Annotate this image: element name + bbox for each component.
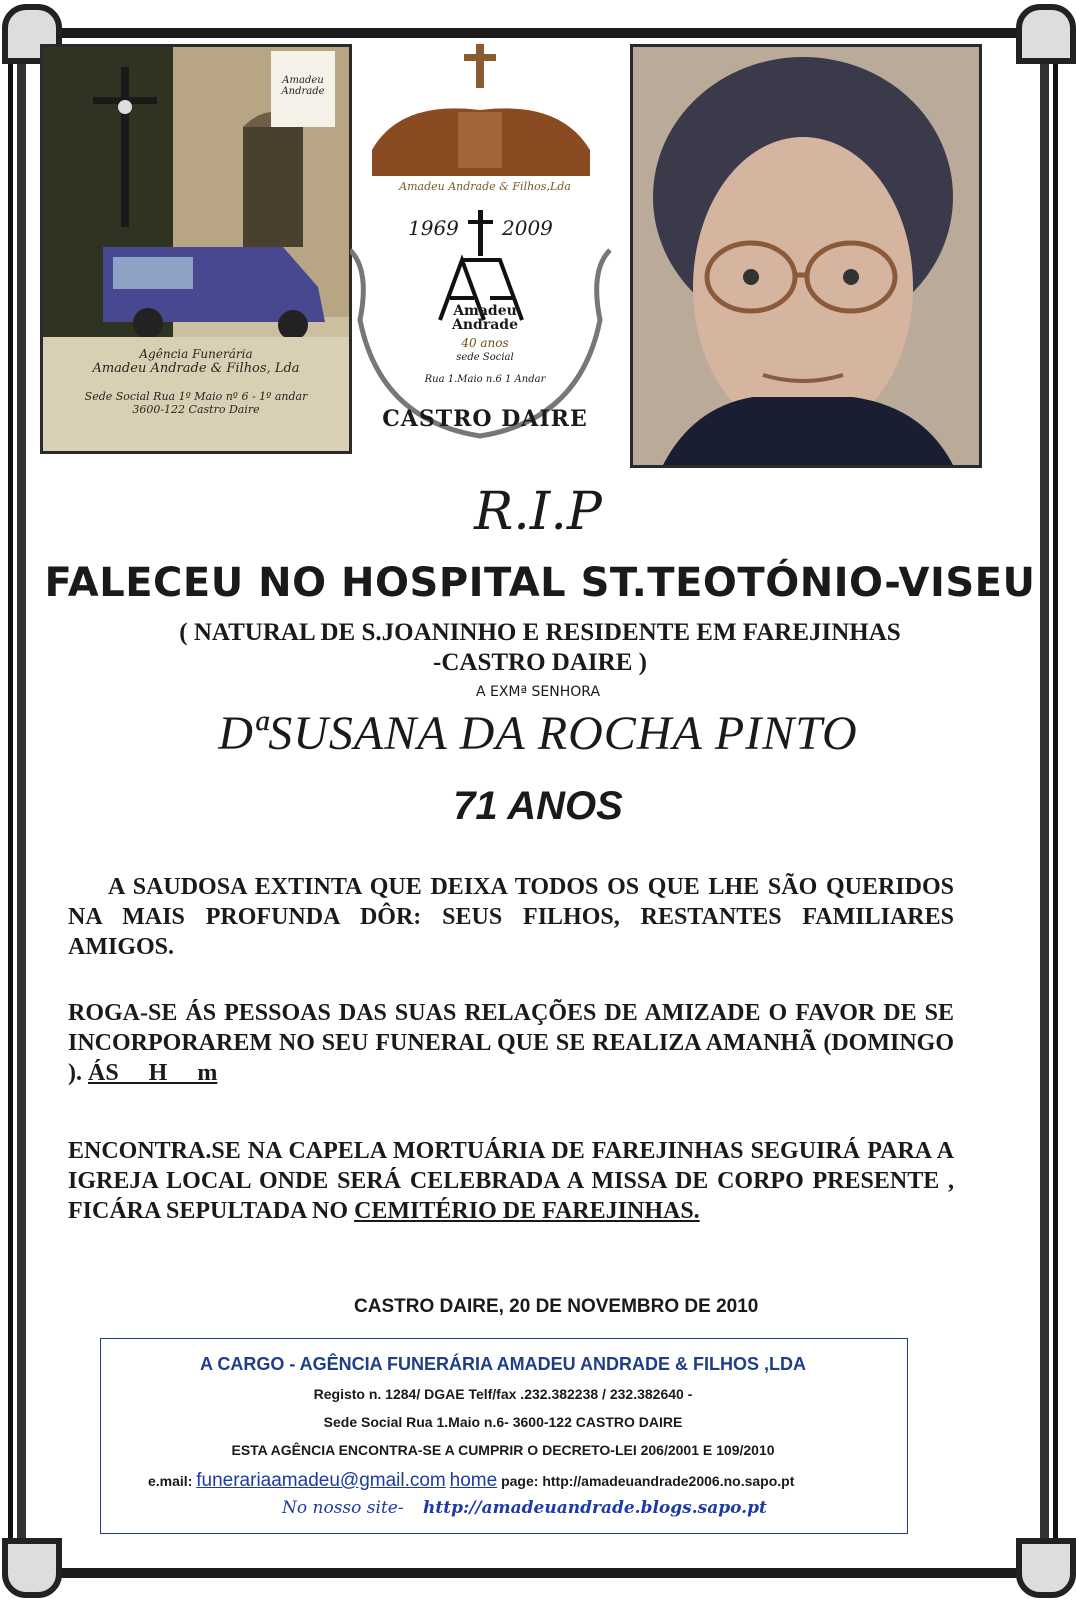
honorific-label: A EXMª SENHORA — [475, 684, 601, 700]
frame-top-border — [20, 28, 1050, 38]
death-place-heading: FALECEU NO HOSPITAL ST.TEOTÓNIO-VISEU — [44, 560, 1036, 606]
notice-date: CASTRO DAIRE, 20 DE NOVEMBRO DE 2010 — [354, 1296, 759, 1317]
paragraph-funeral — [68, 998, 954, 1088]
small-logo-line2: Andrade — [281, 86, 325, 97]
agency-site-line — [282, 1498, 767, 1518]
agency-sede: Sede Social Rua 1.Maio n.6- 3600-122 CASTRO DAIRE — [323, 1414, 683, 1430]
paragraph-family: A SAUDOSA EXTINTA QUE DEIXA TODOS OS QUE LHE SÃO QUERIDOS NA MAIS PROFUNDA DÔR: SEUS FILHOS, RESTANTES FAMILIARES AMIGOS. — [68, 874, 954, 960]
agency-registo: Registo n. 1284/ DGAE Telf/fax .232.382238 / 232.382640 - — [313, 1386, 693, 1402]
hearse-caption-line3: Sede Social Rua 1º Maio nº 6 - 1º andar — [84, 390, 308, 403]
origin-residence-note — [60, 618, 1020, 678]
logo-year-end: 2009 — [502, 216, 553, 240]
home-link[interactable]: home — [449, 1470, 498, 1491]
chapel-text: ENCONTRA.SE NA CAPELA MORTUÁRIA DE FAREJINHAS SEGUIRÁ PARA A IGREJA LOCAL ONDE SERÁ CELEBRADA A MISSA DE CORPO PRESENTE , FICÁRA SEPULTADA NO — [68, 1138, 954, 1224]
hearse-caption-line1: Agência Funerária — [139, 347, 253, 361]
logo-sede: sede Social — [456, 352, 514, 363]
logo-year-start: 1969 — [408, 216, 459, 240]
hearse-caption-line2: Amadeu Andrade & Filhos, Lda — [92, 361, 300, 376]
corner-ornament-top-right — [1016, 4, 1076, 64]
site-label: No nosso site- — [282, 1498, 404, 1518]
agency-title: A CARGO - AGÊNCIA FUNERÁRIA AMADEU ANDRADE & FILHOS ,LDA — [200, 1354, 806, 1374]
hearse-photo — [40, 44, 352, 454]
agency-contacts — [148, 1470, 794, 1492]
frame-bottom-border — [20, 1568, 1050, 1578]
rip-heading: R.I.P — [474, 482, 602, 542]
homepage-url[interactable]: http://amadeuandrade2006.no.sapo.pt — [542, 1473, 795, 1489]
funeral-time-blank: ÁS H m — [88, 1060, 218, 1086]
email-label: e.mail: — [148, 1473, 193, 1489]
hearse-caption-line4: 3600-122 Castro Daire — [132, 403, 260, 416]
logo-anniversary: 40 anos — [461, 336, 509, 350]
logo-company-arc: Amadeu Andrade & Filhos,Lda — [399, 180, 571, 193]
deceased-name: DªSUSANA DA ROCHA PINTO — [218, 707, 858, 760]
logo-city: CASTRO DAIRE — [382, 406, 588, 432]
paragraph-chapel — [68, 1136, 954, 1226]
corner-ornament-bottom-left — [2, 1538, 62, 1598]
corner-ornament-bottom-right — [1016, 1538, 1076, 1598]
origin-line2: -CASTRO DAIRE ) — [433, 649, 647, 676]
small-logo-line1: Amadeu — [282, 75, 324, 86]
funeral-text: ROGA-SE ÁS PESSOAS DAS SUAS RELAÇÕES DE AMIZADE O FAVOR DE SE INCORPORAREM NO SEU FUNERAL QUE SE REALIZA AMANHÃ (DOMINGO ). — [68, 1000, 954, 1086]
site-link[interactable]: http://amadeuandrade.blogs.sapo.pt — [423, 1498, 767, 1518]
logo-emblem-illustration — [350, 40, 620, 460]
deceased-age: 71 ANOS — [453, 784, 623, 828]
funeral-agency-logo — [350, 40, 620, 460]
logo-brand-line2: Andrade — [452, 317, 518, 333]
agency-decreto: ESTA AGÊNCIA ENCONTRA-SE A CUMPRIR O DECRETO-LEI 206/2001 E 109/2010 — [231, 1442, 775, 1458]
page-label: page: — [501, 1473, 539, 1489]
logo-brand-line1: Amadeu — [453, 303, 517, 319]
cemetery-name: CEMITÉRIO DE FAREJINHAS. — [354, 1198, 700, 1224]
logo-address: Rua 1.Maio n.6 1 Andar — [424, 374, 546, 385]
email-link[interactable]: funerariaamadeu@gmail.com — [196, 1470, 446, 1491]
portrait-illustration — [633, 47, 979, 465]
portrait-photo — [630, 44, 982, 468]
origin-line1: ( NATURAL DE S.JOANINHO E RESIDENTE EM FAREJINHAS — [179, 619, 901, 646]
